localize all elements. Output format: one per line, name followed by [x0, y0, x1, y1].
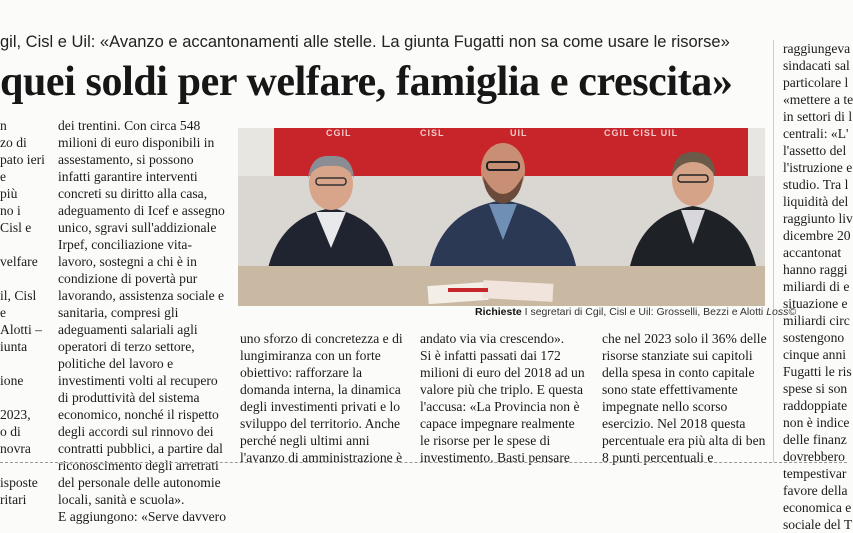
banner-logo-cgil: CGIL [326, 128, 352, 138]
leaflets [428, 278, 568, 306]
text-line: che nel 2023 solo il 36% delle [602, 331, 767, 346]
banner-logo-unions: CGIL CISL UIL [604, 128, 679, 138]
press-conference-photo [238, 128, 765, 306]
text-line: condizione di povertà pur [58, 271, 198, 286]
text-line: Cisl e [0, 220, 32, 235]
text-line: ritari [0, 492, 27, 507]
text-line: hanno raggi [783, 262, 848, 277]
text-line: Si è infatti passati dai 172 [420, 348, 561, 363]
text-line: degli accordi sul rinnovo dei [58, 424, 214, 439]
text-line: andato via via crescendo». [420, 331, 565, 346]
person-left [256, 148, 406, 278]
text-line [0, 457, 42, 474]
text-line: del personale delle autonomie [58, 475, 221, 490]
text-line [0, 355, 42, 372]
caption-label: Richieste [475, 306, 522, 318]
text-line: milioni di euro disponibili in [58, 135, 215, 150]
text-line: sostengono [783, 330, 845, 345]
text-line: locali, sanità e scuola». [58, 492, 185, 507]
person-right [623, 140, 763, 276]
text-line: ione [0, 373, 24, 388]
text-line: Irpef, conciliazione vita- [58, 237, 192, 252]
text-line: studio. Tra l [783, 177, 849, 192]
text-line: novra [0, 441, 31, 456]
text-line [0, 236, 42, 253]
text-line: o di [0, 424, 21, 439]
text-line: centrali: «L' [783, 126, 849, 141]
text-line: investimento. Basti pensare [420, 450, 570, 465]
text-line: raggiunto liv [783, 211, 853, 226]
text-line: 2023, [0, 407, 31, 422]
text-line: impegnate nello scorso [602, 399, 728, 414]
text-line: isposte [0, 475, 38, 490]
text-line: favore della [783, 483, 848, 498]
text-line: sindacati sal [783, 58, 850, 73]
text-line [0, 389, 42, 406]
text-line: velfare [0, 254, 38, 269]
text-line: 8 punti percentuali e [602, 450, 714, 465]
kicker-subtitle: gil, Cisl e Uil: «Avanzo e accantonamenti alle stelle. La giunta Fugatti non sa come usare le risorse» [0, 33, 730, 51]
text-line: liquidità del [783, 194, 849, 209]
text-line: politiche del lavoro e [58, 356, 174, 371]
text-column-3 [240, 330, 415, 465]
text-line: esercizio. Nel 2018 questa [602, 416, 746, 431]
text-column-5 [602, 330, 772, 465]
text-line: cinque anni [783, 347, 847, 362]
text-line: pato ieri [0, 152, 45, 167]
text-column-6 [783, 40, 853, 532]
text-line: adeguamento di Icef e assegno [58, 203, 225, 218]
text-line: no i [0, 203, 21, 218]
photo-caption [475, 306, 847, 322]
text-line: Alotti – [0, 322, 42, 337]
text-line: della spesa in conto capitale [602, 365, 755, 380]
text-line: adeguamenti salariali agli [58, 322, 198, 337]
text-line: concreti su diritto alla casa, [58, 186, 208, 201]
column-divider [773, 40, 774, 462]
text-line: n [0, 118, 7, 133]
text-line: miliardi circ [783, 313, 850, 328]
photo-credit: Loss© [766, 306, 797, 318]
banner-logo-cisl: CISL [420, 128, 445, 138]
text-line: dicembre 20 [783, 228, 851, 243]
text-line: raggiungeva [783, 41, 851, 56]
caption-text: I segretari di Cgil, Cisl e Uil: Grosselli, Bezzi e Alotti [524, 306, 764, 318]
text-line: particolare l [783, 75, 849, 90]
banner-logo-uil: UIL [510, 128, 528, 138]
text-line: dei trentini. Con circa 548 [58, 118, 201, 133]
text-line: il, Cisl [0, 288, 37, 303]
text-line: sanitaria, compresi gli [58, 305, 179, 320]
text-line: economico, nonché il rispetto [58, 407, 219, 422]
text-line: unico, sgravi sull'addizionale [58, 220, 217, 235]
text-line: e [0, 305, 7, 320]
text-line: lavorando, assistenza sociale e [58, 288, 225, 303]
text-line: non è indice [783, 415, 850, 430]
text-line: le risorse per le spese di [420, 433, 551, 448]
text-line: lavoro, sostegni a chi è in [58, 254, 197, 269]
text-line: tempestivar [783, 466, 847, 481]
text-line: investimenti volti al recupero [58, 373, 218, 388]
text-line: raddoppiate [783, 398, 848, 413]
text-line: capace impegnare realmente [420, 416, 575, 431]
text-line: l'assetto del [783, 143, 847, 158]
text-line: spese si son [783, 381, 848, 396]
text-line: percentuale era più alta di ben [602, 433, 766, 448]
text-line: assestamento, si possono [58, 152, 194, 167]
text-line: in settori di l [783, 109, 853, 124]
text-line: zo di [0, 135, 27, 150]
text-line: valore più che triplo. E questa [420, 382, 584, 397]
text-line: domanda interna, la dinamica [240, 382, 401, 397]
text-line: milioni di euro del 2018 ad un [420, 365, 585, 380]
text-line: sociale del T [783, 517, 853, 532]
person-center [423, 130, 583, 276]
text-line: accantonat [783, 245, 842, 260]
text-line: l'avanzo di amministrazione è [240, 450, 403, 465]
text-line: miliardi di e [783, 279, 850, 294]
text-line: sviluppo del territorio. Anche [240, 416, 401, 431]
text-line: e [0, 169, 7, 184]
headline: quei soldi per welfare, famiglia e crescita» [0, 59, 733, 105]
text-line: infatti garantire interventi [58, 169, 198, 184]
text-line: di produttività del sistema [58, 390, 200, 405]
text-line: sono state effettivamente [602, 382, 738, 397]
text-line: risorse stanziate sui capitoli [602, 348, 753, 363]
text-line [0, 270, 42, 287]
text-line: operatori di terzo settore, [58, 339, 195, 354]
text-line: l'accusa: «La Provincia non è [420, 399, 580, 414]
text-column-4 [420, 330, 595, 465]
text-line: delle finanz [783, 432, 847, 447]
text-line: economica e [783, 500, 852, 515]
text-line: dovrebbero [783, 449, 845, 464]
text-line: «mettere a te [783, 92, 853, 107]
text-line: lungimiranza con un forte [240, 348, 381, 363]
text-line: situazione e [783, 296, 848, 311]
text-line: contratti pubblici, a partire dal [58, 441, 223, 456]
text-line: obiettivo: rafforzare la [240, 365, 363, 380]
text-column-1 [0, 117, 45, 507]
text-line: Fugatti le ris [783, 364, 852, 379]
bottom-rule [0, 462, 847, 464]
text-line: perché negli ultimi anni [240, 433, 370, 448]
text-line: l'istruzione e [783, 160, 853, 175]
text-line: degli investimenti privati e lo [240, 399, 401, 414]
text-column-2 [58, 117, 238, 524]
text-line: uno sforzo di concretezza e di [240, 331, 403, 346]
text-line: riconoscimento degli arretrati [58, 458, 219, 473]
text-line: iunta [0, 339, 28, 354]
text-line: E aggiungono: «Serve davvero [58, 509, 226, 524]
text-line: più [0, 186, 18, 201]
